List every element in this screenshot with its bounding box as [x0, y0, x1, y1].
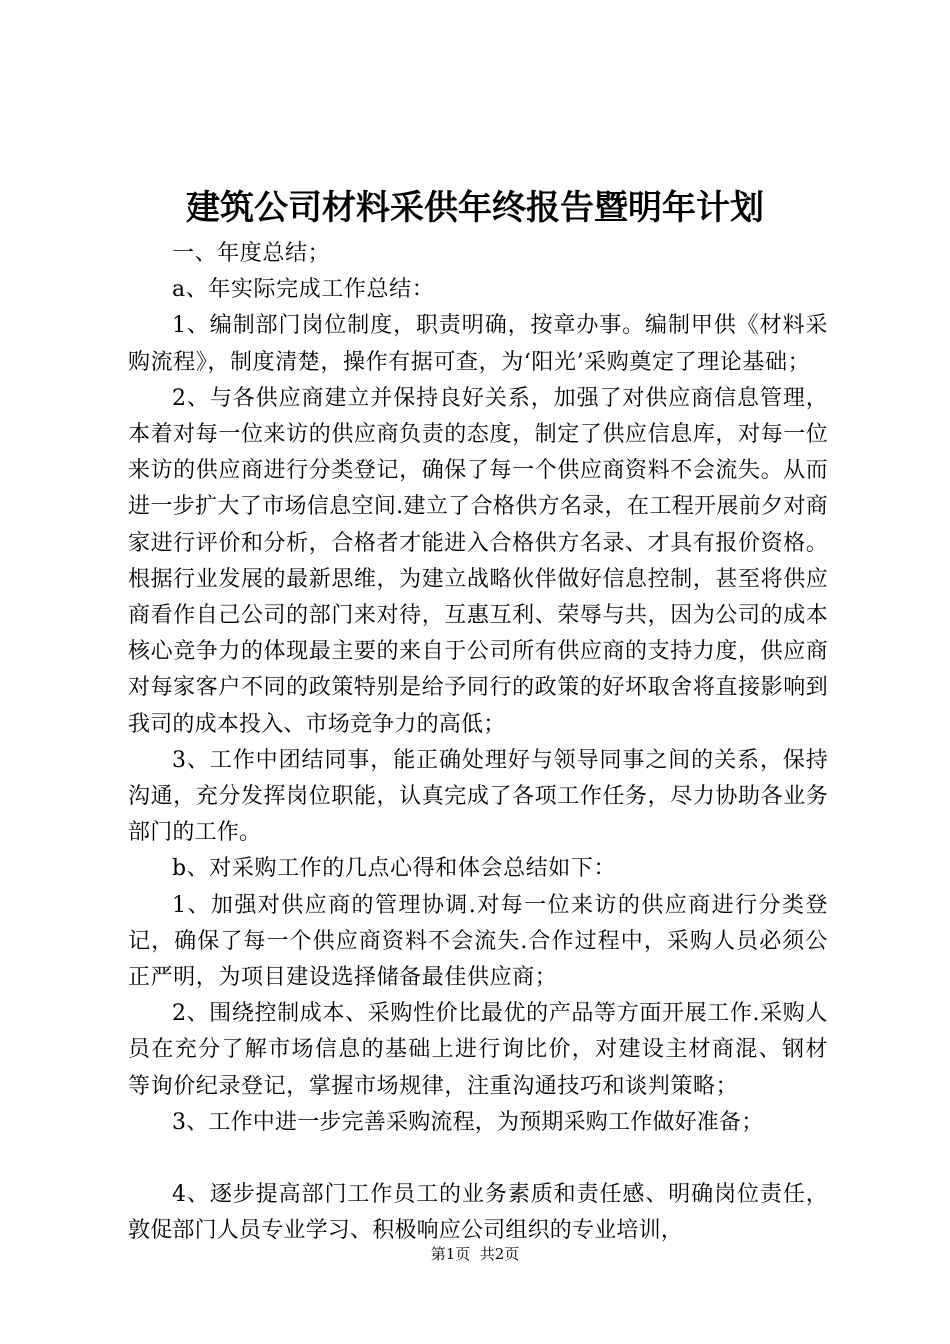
page-footer [0, 1244, 950, 1264]
paragraph-experience-4: 4、逐步提高部门工作员工的业务素质和责任感、明确岗位责任，敦促部门人员专业学习、积极响应公司组织的专业培训， [128, 1182, 828, 1244]
paragraph-item-2: 2、与各供应商建立并保持良好关系，加强了对供应商信息管理，本着对每一位来访的供应商负责的态度，制定了供应信息库，对每一位来访的供应商进行分类登记，确保了每一个供应商资料不会流失。从而进一步扩大了市场信息空间.建立了合格供方名录，在工程开展前夕对商家进行评价和分析，合格者才能进入合格供方名录、才具有报价资格。根据行业发展的最新思维，为建立战略伙伴做好信息控制，甚至将供应商看作自己公司的部门来对待，互惠互利、荣辱与共，因为公司的成本核心竞争力的体现最主要的来自于公司所有供应商的支持力度，供应商对每家客户不同的政策特别是给予同行的政策的好坏取舍将直接影响到我司的成本投入、市场竞争力的高低； [128, 385, 828, 737]
page-number-label: 第1页 共2页 [430, 1245, 520, 1263]
section-heading-annual-summary: 一、年度总结； [172, 241, 331, 266]
paragraph-item-1: 1、编制部门岗位制度，职责明确，按章办事。编制甲供《材料采购流程》，制度清楚，操作有据可查，为‘阳光’采购奠定了理论基础； [128, 313, 828, 375]
paragraph-experience-1: 1、加强对供应商的管理协调.对每一位来访的供应商进行分类登记，确保了每一个供应商资料不会流失.合作过程中，采购人员必须公正严明，为项目建设选择储备最佳供应商； [128, 892, 828, 991]
blank-line [128, 1141, 828, 1177]
document-title: 建筑公司材料采供年终报告暨明年计划 [186, 188, 764, 228]
subsection-heading-completed-work: a、年实际完成工作总结： [172, 277, 435, 303]
document-body [128, 236, 828, 1249]
paragraph-experience-2: 2、围绕控制成本、采购性价比最优的产品等方面开展工作.采购人员在充分了解市场信息的基础上进行询比价，对建设主材商混、钢材等询价纪录登记，掌握市场规律，注重沟通技巧和谈判策略； [128, 1001, 828, 1099]
paragraph-item-3: 3、工作中团结同事，能正确处理好与领导同事之间的关系，保持沟通，充分发挥岗位职能，认真完成了各项工作任务，尽力协助各业务部门的工作。 [128, 747, 828, 846]
paragraph-experience-3: 3、工作中进一步完善采购流程，为预期采购工作做好准备； [172, 1109, 764, 1135]
subsection-heading-experience: b、对采购工作的几点心得和体会总结如下： [172, 856, 617, 882]
